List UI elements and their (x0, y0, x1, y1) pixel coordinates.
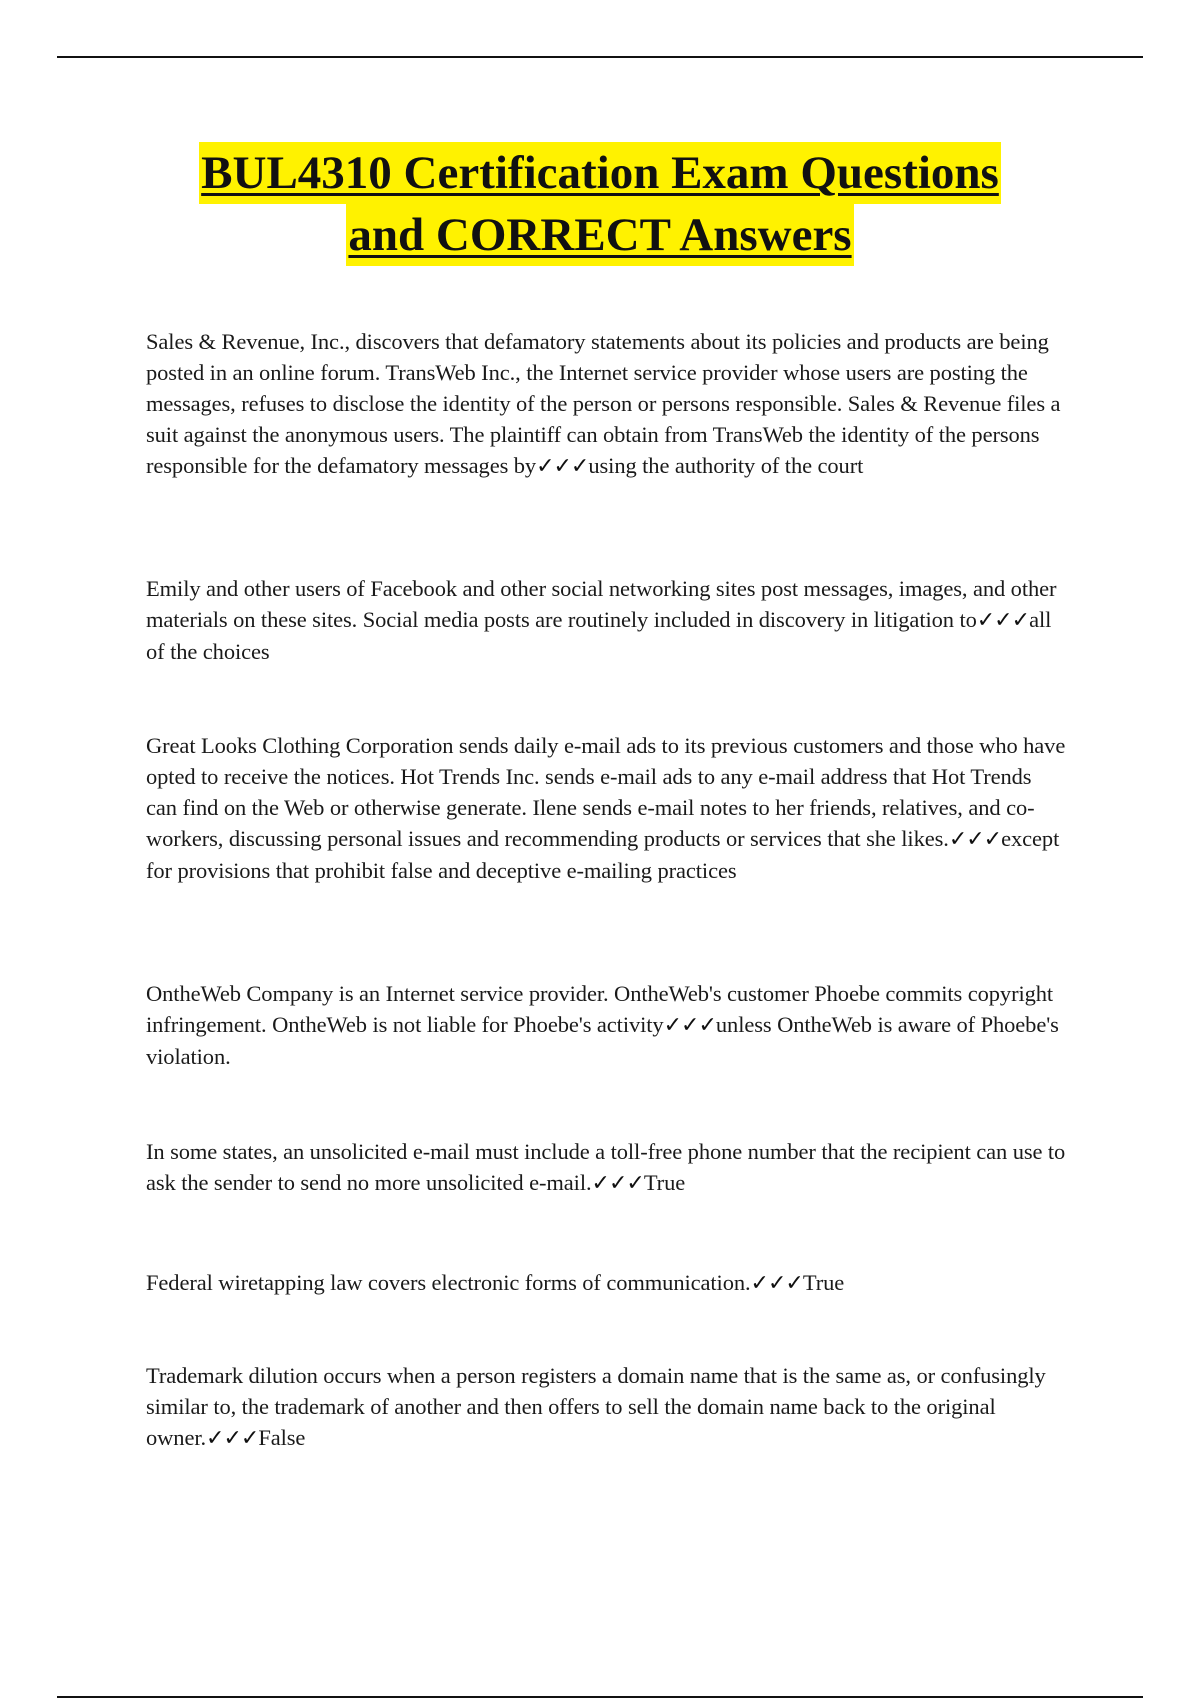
checkmarks-icon: ✓✓✓ (591, 1171, 644, 1196)
document-title (0, 142, 1200, 266)
bottom-rule (57, 1696, 1143, 1698)
answer-text: except for provisions that prohibit false and deceptive e-mailing practices (146, 826, 1060, 883)
question-text: In some states, an unsolicited e-mail must include a toll-free phone number that the recipient can use to ask the sender to send no more unsolicited e-mail. (146, 1139, 1066, 1195)
question-text: Sales & Revenue, Inc., discovers that defamatory statements about its policies and products are being posted in an online forum. TransWeb Inc., the Internet service provider whose users are posting the messages, refuses to disclose the identity of the person or persons responsible. Sales & Revenue files a suit against the anonymous users. The plaintiff can obtain from TransWeb the identity of the persons responsible for the defamatory messages by (146, 329, 1061, 478)
qa-item-4 (146, 978, 1066, 1072)
question-text: Federal wiretapping law covers electronic forms of communication. (146, 1270, 751, 1295)
answer-text: using the authority of the court (588, 453, 864, 478)
question-text: Great Looks Clothing Corporation sends daily e-mail ads to its previous customers and those who have opted to receive the notices. Hot Trends Inc. sends e-mail ads to any e-mail address that Hot Trends can find on the Web or otherwise generate. Ilene sends e-mail notes to her friends, relatives, and co-workers, discussing personal issues and recommending products or services that she likes. (146, 733, 1066, 851)
checkmarks-icon: ✓✓✓ (536, 454, 589, 479)
answer-text: all of the choices (146, 607, 1052, 664)
qa-item-6 (146, 1267, 1066, 1299)
checkmarks-icon: ✓✓✓ (750, 1271, 803, 1296)
checkmarks-icon: ✓✓✓ (976, 608, 1030, 633)
answer-text: True (643, 1170, 686, 1195)
checkmarks-icon: ✓✓✓ (948, 827, 1002, 852)
qa-item-7 (146, 1360, 1066, 1454)
question-text: OntheWeb Company is an Internet service provider. OntheWeb's customer Phoebe commits copyright infringement. OntheWeb is not liable for Phoebe's activity (146, 981, 1054, 1037)
question-text: Trademark dilution occurs when a person registers a domain name that is the same as, or confusingly similar to, the trademark of another and then offers to sell the domain name back to the original owner. (146, 1363, 1046, 1450)
answer-text: True (802, 1270, 845, 1295)
answer-text: unless OntheWeb is aware of Phoebe's violation. (146, 1012, 1059, 1069)
checkmarks-icon: ✓✓✓ (206, 1426, 259, 1451)
answer-text: False (258, 1425, 306, 1450)
question-text: Emily and other users of Facebook and other social networking sites post messages, images, and other materials on these sites. Social media posts are routinely included in discovery in litigation to (146, 576, 1057, 632)
checkmarks-icon: ✓✓✓ (663, 1013, 716, 1038)
qa-item-2 (146, 573, 1066, 667)
title-line-2: and CORRECT Answers (346, 204, 853, 266)
title-line-1: BUL4310 Certification Exam Questions (199, 142, 1001, 204)
qa-item-3 (146, 730, 1066, 886)
top-rule (57, 56, 1143, 58)
qa-item-5 (146, 1136, 1066, 1199)
qa-item-1 (146, 326, 1066, 482)
